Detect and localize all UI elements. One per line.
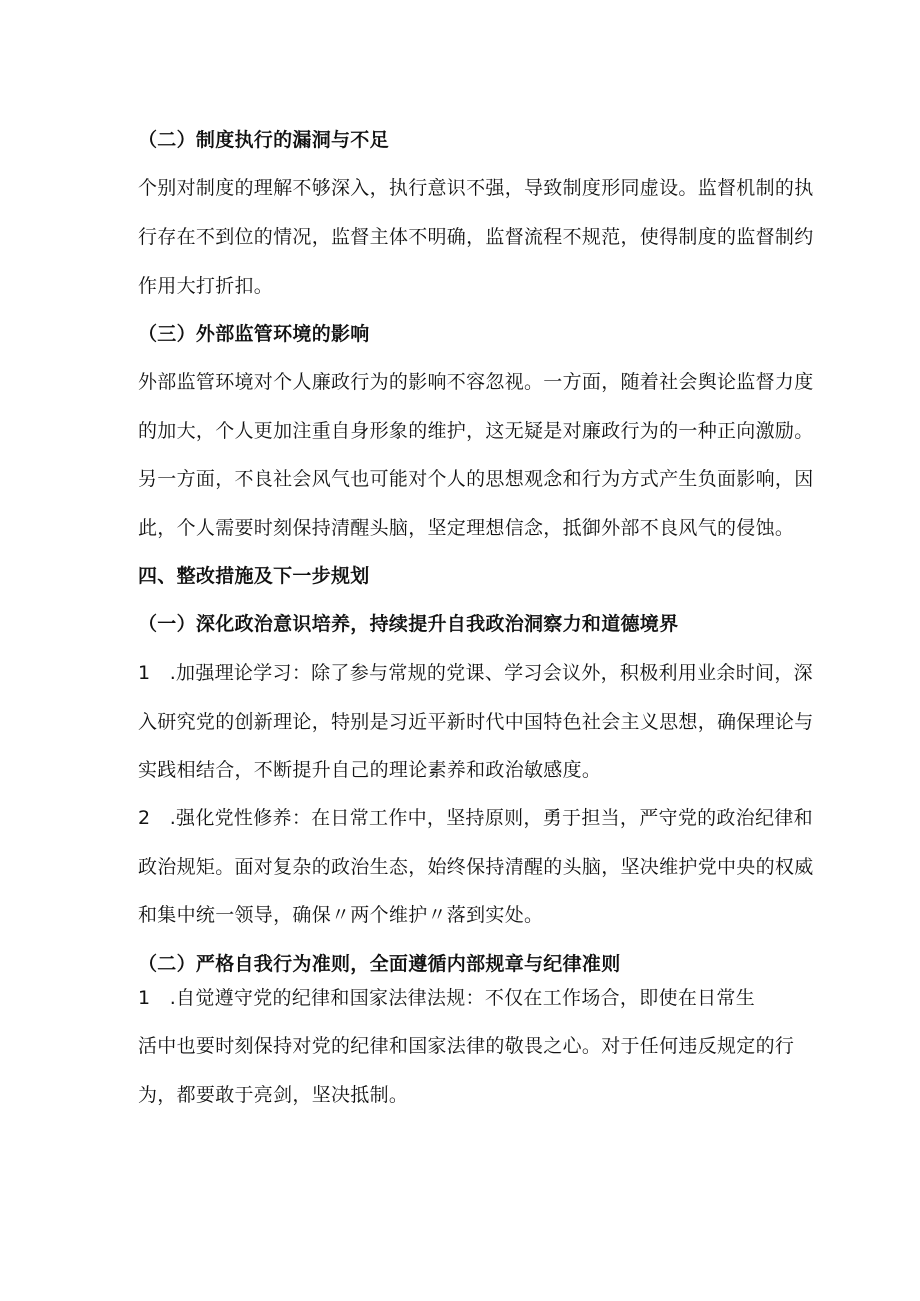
paragraph-line: 和集中统一领导，确保〃两个维护〃落到实处。 xyxy=(138,904,544,926)
paragraph-line: 另一方面，不良社会风气也可能对个人的思想观念和行为方式产生负面影响，因 xyxy=(138,468,814,490)
paragraph-line: 为，都要敢于亮剑，坚决抵制。 xyxy=(138,1084,409,1106)
paragraph-line: 活中也要时刻保持对党的纪律和国家法律的敬畏之心。对于任何违反规定的行 xyxy=(138,1035,795,1057)
paragraph-line: 入研究党的创新理论，特别是习近平新时代中国特色社会主义思想，确保理论与 xyxy=(138,711,814,733)
chapter-heading-rectification: 四、整改措施及下一步规划 xyxy=(138,565,370,587)
paragraph-line: 此，个人需要时刻保持清醒头脑，坚定理想信念，抵御外部不良风气的侵蚀。 xyxy=(138,517,795,539)
section-heading-institution-loopholes: （二）制度执行的漏洞与不足 xyxy=(138,129,389,151)
paragraph-line: 实践相结合，不断提升自己的理论素养和政治敏感度。 xyxy=(138,759,602,781)
paragraph-line: 的加大，个人更加注重自身形象的维护，这无疑是对廉政行为的一种正向激励。 xyxy=(138,420,814,442)
list-item-line: 1 .自觉遵守党的纪律和国家法律法规：不仅在工作场合，即使在日常生 xyxy=(138,987,756,1009)
paragraph-line: 外部监管环境对个人廉政行为的影响不容忽视。一方面，随着社会舆论监督力度 xyxy=(138,371,814,393)
section-heading-external-environment: （三）外部监管环境的影响 xyxy=(138,323,370,345)
paragraph-line: 个别对制度的理解不够深入，执行意识不强，导致制度形同虚设。监督机制的执 xyxy=(138,177,814,199)
list-item-line: 1 .加强理论学习：除了参与常规的党课、学习会议外，积极利用业余时间，深 xyxy=(138,662,813,684)
paragraph-line: 行存在不到位的情况，监督主体不明确，监督流程不规范，使得制度的监督制约 xyxy=(138,226,814,248)
list-item-line: 2 .强化党性修养：在日常工作中，坚持原则，勇于担当，严守党的政治纪律和 xyxy=(138,807,813,829)
paragraph-line: 作用大打折扣。 xyxy=(138,275,274,297)
paragraph-line: 政治规矩。面对复杂的政治生态，始终保持清醒的头脑，坚决维护党中央的权威 xyxy=(138,856,814,878)
section-heading-political-awareness: （一）深化政治意识培养，持续提升自我政治洞察力和道德境界 xyxy=(138,613,679,635)
section-heading-self-conduct: （二）严格自我行为准则，全面遵循内部规章与纪律准则 xyxy=(138,953,621,975)
